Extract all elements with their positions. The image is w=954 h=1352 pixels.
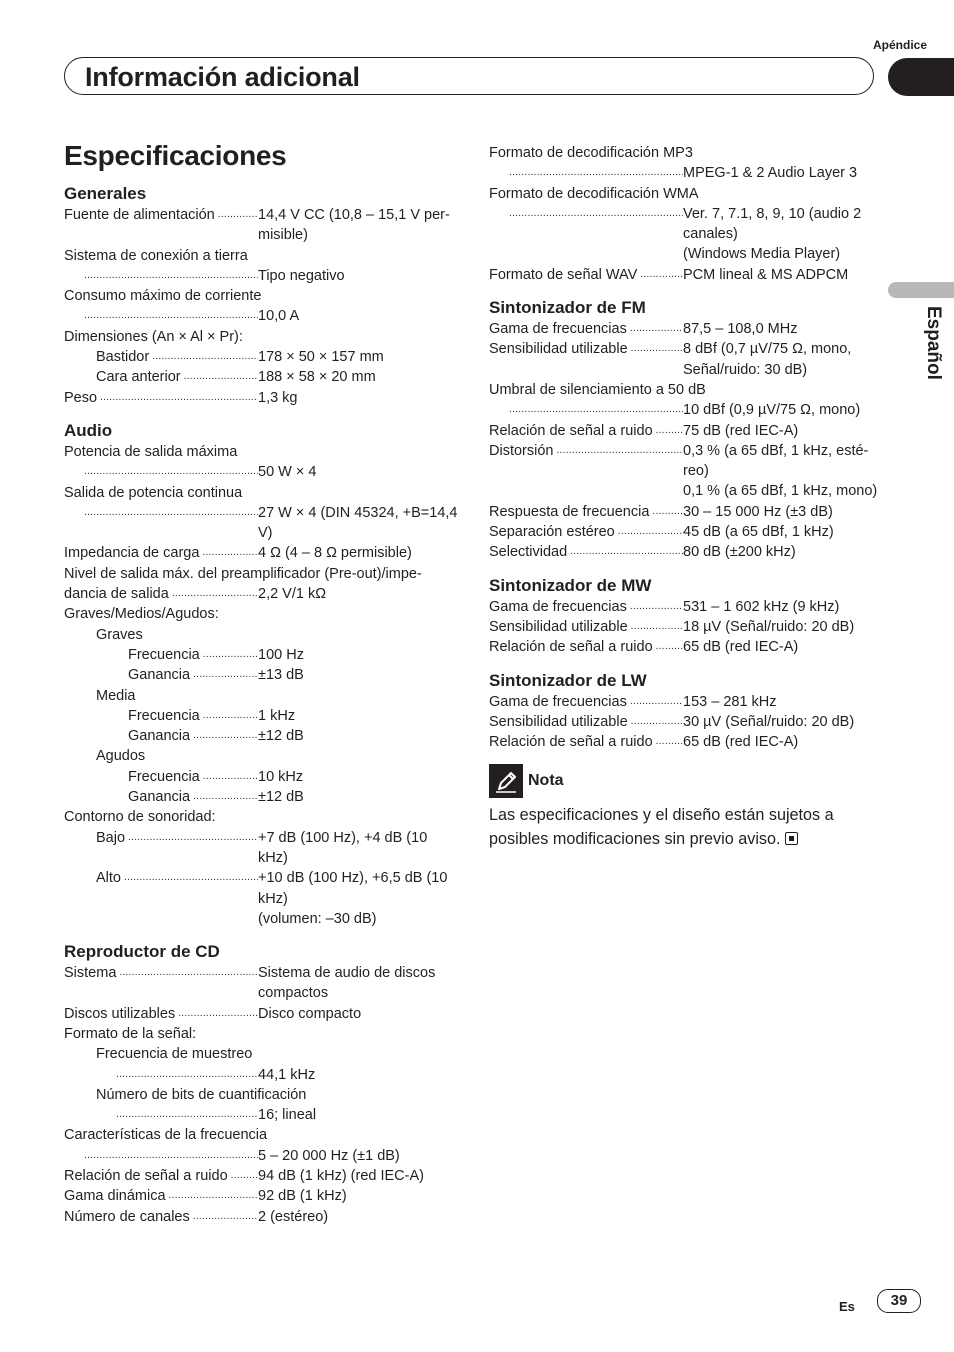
- spec-label: Discos utilizables: [64, 1005, 176, 1022]
- spec-text: Frecuencia de muestreo: [96, 1046, 253, 1063]
- spec-label: Bajo: [96, 829, 126, 846]
- section-title: Audio: [64, 420, 113, 440]
- spec-row: [489, 204, 879, 245]
- spec-row: [64, 1105, 459, 1125]
- spec-row: [64, 462, 459, 482]
- section-cd: [64, 941, 459, 1227]
- section-generales: [64, 183, 459, 408]
- spec-row: [64, 1207, 459, 1227]
- spec-text: Agudos: [96, 748, 146, 765]
- spec-row: [489, 597, 879, 617]
- spec-row: [64, 787, 459, 807]
- spec-row: [64, 706, 459, 726]
- spec-row: [64, 205, 459, 246]
- section-fm: [489, 297, 879, 563]
- spec-row: [489, 339, 879, 380]
- spec-value: 65 dB (red IEC-A): [683, 734, 799, 751]
- spec-label: Respuesta de frecuencia: [489, 503, 650, 520]
- spec-value: 10 kHz: [258, 768, 304, 785]
- spec-label: dancia de salida: [64, 586, 169, 603]
- spec-text: Salida de potencia continua: [64, 484, 243, 501]
- spec-label: Relación de señal a ruido: [489, 639, 653, 656]
- spec-row: [64, 868, 459, 909]
- pencil-note-icon: [489, 764, 523, 798]
- spec-value: 0,1 % (a 65 dBf, 1 kHz, mono): [683, 483, 878, 500]
- spec-value: (Windows Media Player): [683, 246, 841, 263]
- spec-value: 4 Ω (4 – 8 Ω permisible): [258, 545, 412, 562]
- language-tab-marker: [888, 282, 954, 298]
- spec-text: Sistema de conexión a tierra: [64, 247, 248, 264]
- spec-label: Frecuencia: [128, 768, 200, 785]
- spec-label: Gama de frecuencias: [489, 321, 627, 338]
- spec-row: [489, 400, 879, 420]
- spec-row: [489, 502, 879, 522]
- spec-value: 65 dB (red IEC-A): [683, 639, 799, 656]
- language-code: Es: [839, 1299, 855, 1314]
- spec-value: 14,4 V CC (10,8 – 15,1 V permisible): [258, 207, 450, 244]
- section-mw: [489, 575, 879, 658]
- spec-value: 8 dBf (0,7 µV/75 Ω, mono, Señal/ruido: 30 dB): [683, 341, 852, 378]
- spec-value: 94 dB (1 kHz) (red IEC-A): [258, 1168, 424, 1185]
- spec-value: 16; lineal: [258, 1107, 317, 1124]
- spec-value: 44,1 kHz: [258, 1066, 316, 1083]
- spec-text: Formato de la señal:: [64, 1025, 197, 1042]
- spec-text: Contorno de sonoridad:: [64, 809, 216, 826]
- spec-value: 80 dB (±200 kHz): [683, 544, 796, 561]
- spec-row: [489, 732, 879, 752]
- spec-value: 153 – 281 kHz: [683, 693, 777, 710]
- section-title: Generales: [64, 184, 147, 203]
- spec-label: Sensibilidad utilizable: [489, 713, 628, 730]
- spec-text: Umbral de silenciamiento a 50 dB: [489, 381, 706, 398]
- spec-row: [489, 421, 879, 441]
- spec-value: 10 dBf (0,9 µV/75 Ω, mono): [683, 402, 861, 419]
- spec-value: MPEG-1 & 2 Audio Layer 3: [683, 165, 858, 182]
- spec-value: 18 µV (Señal/ruido: 20 dB): [683, 618, 855, 635]
- spec-value: 100 Hz: [258, 646, 304, 663]
- language-tab-label: Español: [923, 306, 944, 380]
- spec-text: Número de bits de cuantificación: [96, 1086, 307, 1103]
- spec-row: [64, 1065, 459, 1085]
- spec-text: Potencia de salida máxima: [64, 443, 238, 460]
- spec-label: Distorsión: [489, 442, 554, 459]
- spec-row: [64, 767, 459, 787]
- spec-text: Media: [96, 687, 136, 704]
- spec-row: [64, 584, 459, 604]
- spec-row: [489, 617, 879, 637]
- spec-value: 10,0 A: [258, 308, 300, 325]
- spec-row: [489, 163, 879, 183]
- spec-value: 0,3 % (a 65 dBf, 1 kHz, estéreo): [683, 442, 869, 480]
- spec-row: [64, 645, 459, 665]
- spec-text: Características de la frecuencia: [64, 1127, 268, 1144]
- spec-value: 188 × 58 × 20 mm: [258, 369, 376, 386]
- page-title: Especificaciones: [64, 140, 287, 171]
- spec-row: [489, 712, 879, 732]
- spec-label: Gama de frecuencias: [489, 693, 627, 710]
- section-title: Sintonizador de MW: [489, 575, 652, 595]
- left-column: [64, 183, 459, 1239]
- right-column: [489, 143, 879, 851]
- spec-label: Gama de frecuencias: [489, 598, 627, 615]
- spec-row: [64, 388, 459, 408]
- spec-value: 531 – 1 602 kHz (9 kHz): [683, 598, 840, 615]
- spec-value: +10 dB (100 Hz), +6,5 dB (10 kHz): [258, 870, 448, 907]
- spec-row: [64, 828, 459, 869]
- spec-value: 178 × 50 × 157 mm: [258, 349, 384, 366]
- spec-row: [64, 1186, 459, 1206]
- spec-value: 30 µV (Señal/ruido: 20 dB): [683, 713, 855, 730]
- spec-label: Bastidor: [96, 349, 150, 366]
- spec-row: [64, 347, 459, 367]
- spec-label: Sistema: [64, 965, 117, 982]
- spec-row: [64, 1004, 459, 1024]
- spec-value: Disco compacto: [258, 1005, 362, 1022]
- spec-value: 27 W × 4 (DIN 45324, +B=14,4 V): [258, 504, 458, 542]
- spec-text: Dimensiones (An × Al × Pr):: [64, 328, 243, 345]
- section-formatos: [489, 143, 879, 285]
- spec-label: Fuente de alimentación: [64, 207, 215, 223]
- appendix-label: Apéndice: [872, 38, 927, 52]
- spec-value: ±12 dB: [258, 789, 304, 806]
- spec-label: Ganancia: [128, 728, 191, 745]
- spec-value: 30 – 15 000 Hz (±3 dB): [683, 503, 833, 520]
- spec-label: Peso: [64, 389, 98, 406]
- spec-label: Frecuencia: [128, 646, 200, 663]
- spec-label: Frecuencia: [128, 707, 200, 724]
- spec-row: [64, 306, 459, 326]
- spec-row: [64, 503, 459, 544]
- spec-value: PCM lineal & MS ADPCM: [683, 266, 849, 283]
- spec-value: ±13 dB: [258, 667, 304, 684]
- spec-value: Ver. 7, 7.1, 8, 9, 10 (audio 2 canales): [683, 205, 862, 243]
- section-title: Reproductor de CD: [64, 942, 220, 962]
- note-label: Nota: [528, 772, 564, 790]
- spec-value: 1 kHz: [258, 707, 296, 724]
- spec-text: Nivel de salida máx. del preamplificador (Pre-out)/impe-: [64, 565, 422, 582]
- spec-value: +7 dB (100 Hz), +4 dB (10 kHz): [258, 829, 428, 866]
- note-text-block: [489, 804, 869, 851]
- spec-text: Formato de decodificación MP3: [489, 145, 693, 161]
- spec-value: 1,3 kg: [258, 389, 298, 406]
- spec-label: Sensibilidad utilizable: [489, 341, 628, 358]
- page-number: 39: [877, 1289, 921, 1313]
- spec-value: 50 W × 4: [258, 464, 317, 481]
- spec-row: [64, 1166, 459, 1186]
- spec-value: 2,2 V/1 kΩ: [258, 586, 327, 603]
- spec-label: Cara anterior: [96, 369, 181, 386]
- spec-label: Gama dinámica: [64, 1188, 166, 1205]
- spec-row: [64, 665, 459, 685]
- spec-text: Formato de decodificación WMA: [489, 185, 699, 202]
- spec-text: Graves/Medios/Agudos:: [64, 606, 219, 623]
- spec-value: ±12 dB: [258, 728, 304, 745]
- spec-row: [489, 637, 879, 657]
- spec-value: 45 dB (a 65 dBf, 1 kHz): [683, 524, 834, 541]
- spec-label: Relación de señal a ruido: [64, 1168, 228, 1185]
- spec-label: Alto: [96, 870, 121, 887]
- chapter-tab: [888, 58, 954, 96]
- header-banner: [64, 57, 874, 95]
- section-lw: [489, 670, 879, 753]
- spec-text: Consumo máximo de corriente: [64, 288, 262, 305]
- note-text: Las especificaciones y el diseño están sujetos a posibles modificaciones sin previo aviso.: [489, 806, 834, 848]
- spec-label: Separación estéreo: [489, 524, 615, 541]
- end-of-section-icon: [785, 832, 798, 845]
- spec-row: [489, 522, 879, 542]
- spec-value: 75 dB (red IEC-A): [683, 422, 799, 439]
- spec-value: 87,5 – 108,0 MHz: [683, 321, 798, 338]
- spec-value: Sistema de audio de discos compactos: [258, 965, 436, 1002]
- spec-label: Formato de señal WAV: [489, 266, 638, 283]
- spec-label: Selectividad: [489, 544, 568, 561]
- spec-value: 5 – 20 000 Hz (±1 dB): [258, 1147, 400, 1164]
- spec-row: [64, 963, 459, 1004]
- spec-row: [489, 319, 879, 339]
- spec-value: 92 dB (1 kHz): [258, 1188, 347, 1205]
- spec-value: 2 (estéreo): [258, 1208, 329, 1225]
- spec-text: Graves: [96, 626, 143, 643]
- spec-label: Ganancia: [128, 667, 191, 684]
- spec-value: (volumen: –30 dB): [258, 910, 377, 927]
- spec-row: [64, 266, 459, 286]
- note-header: [489, 764, 879, 798]
- spec-row: [489, 542, 879, 562]
- spec-row: [489, 441, 879, 482]
- spec-row: [64, 543, 459, 563]
- section-title: Sintonizador de FM: [489, 298, 646, 318]
- spec-row: [64, 1146, 459, 1166]
- section-audio: [64, 420, 459, 929]
- spec-label: Relación de señal a ruido: [489, 734, 653, 751]
- spec-row: [64, 726, 459, 746]
- spec-label: Sensibilidad utilizable: [489, 618, 628, 635]
- spec-row: [64, 367, 459, 387]
- header-title: Información adicional: [85, 62, 360, 92]
- spec-row: [489, 265, 879, 285]
- spec-value: Tipo negativo: [258, 267, 345, 284]
- spec-label: Relación de señal a ruido: [489, 422, 653, 439]
- spec-row: [489, 692, 879, 712]
- section-title: Sintonizador de LW: [489, 670, 647, 690]
- spec-label: Número de canales: [64, 1208, 190, 1225]
- spec-label: Ganancia: [128, 789, 191, 806]
- spec-label: Impedancia de carga: [64, 545, 200, 562]
